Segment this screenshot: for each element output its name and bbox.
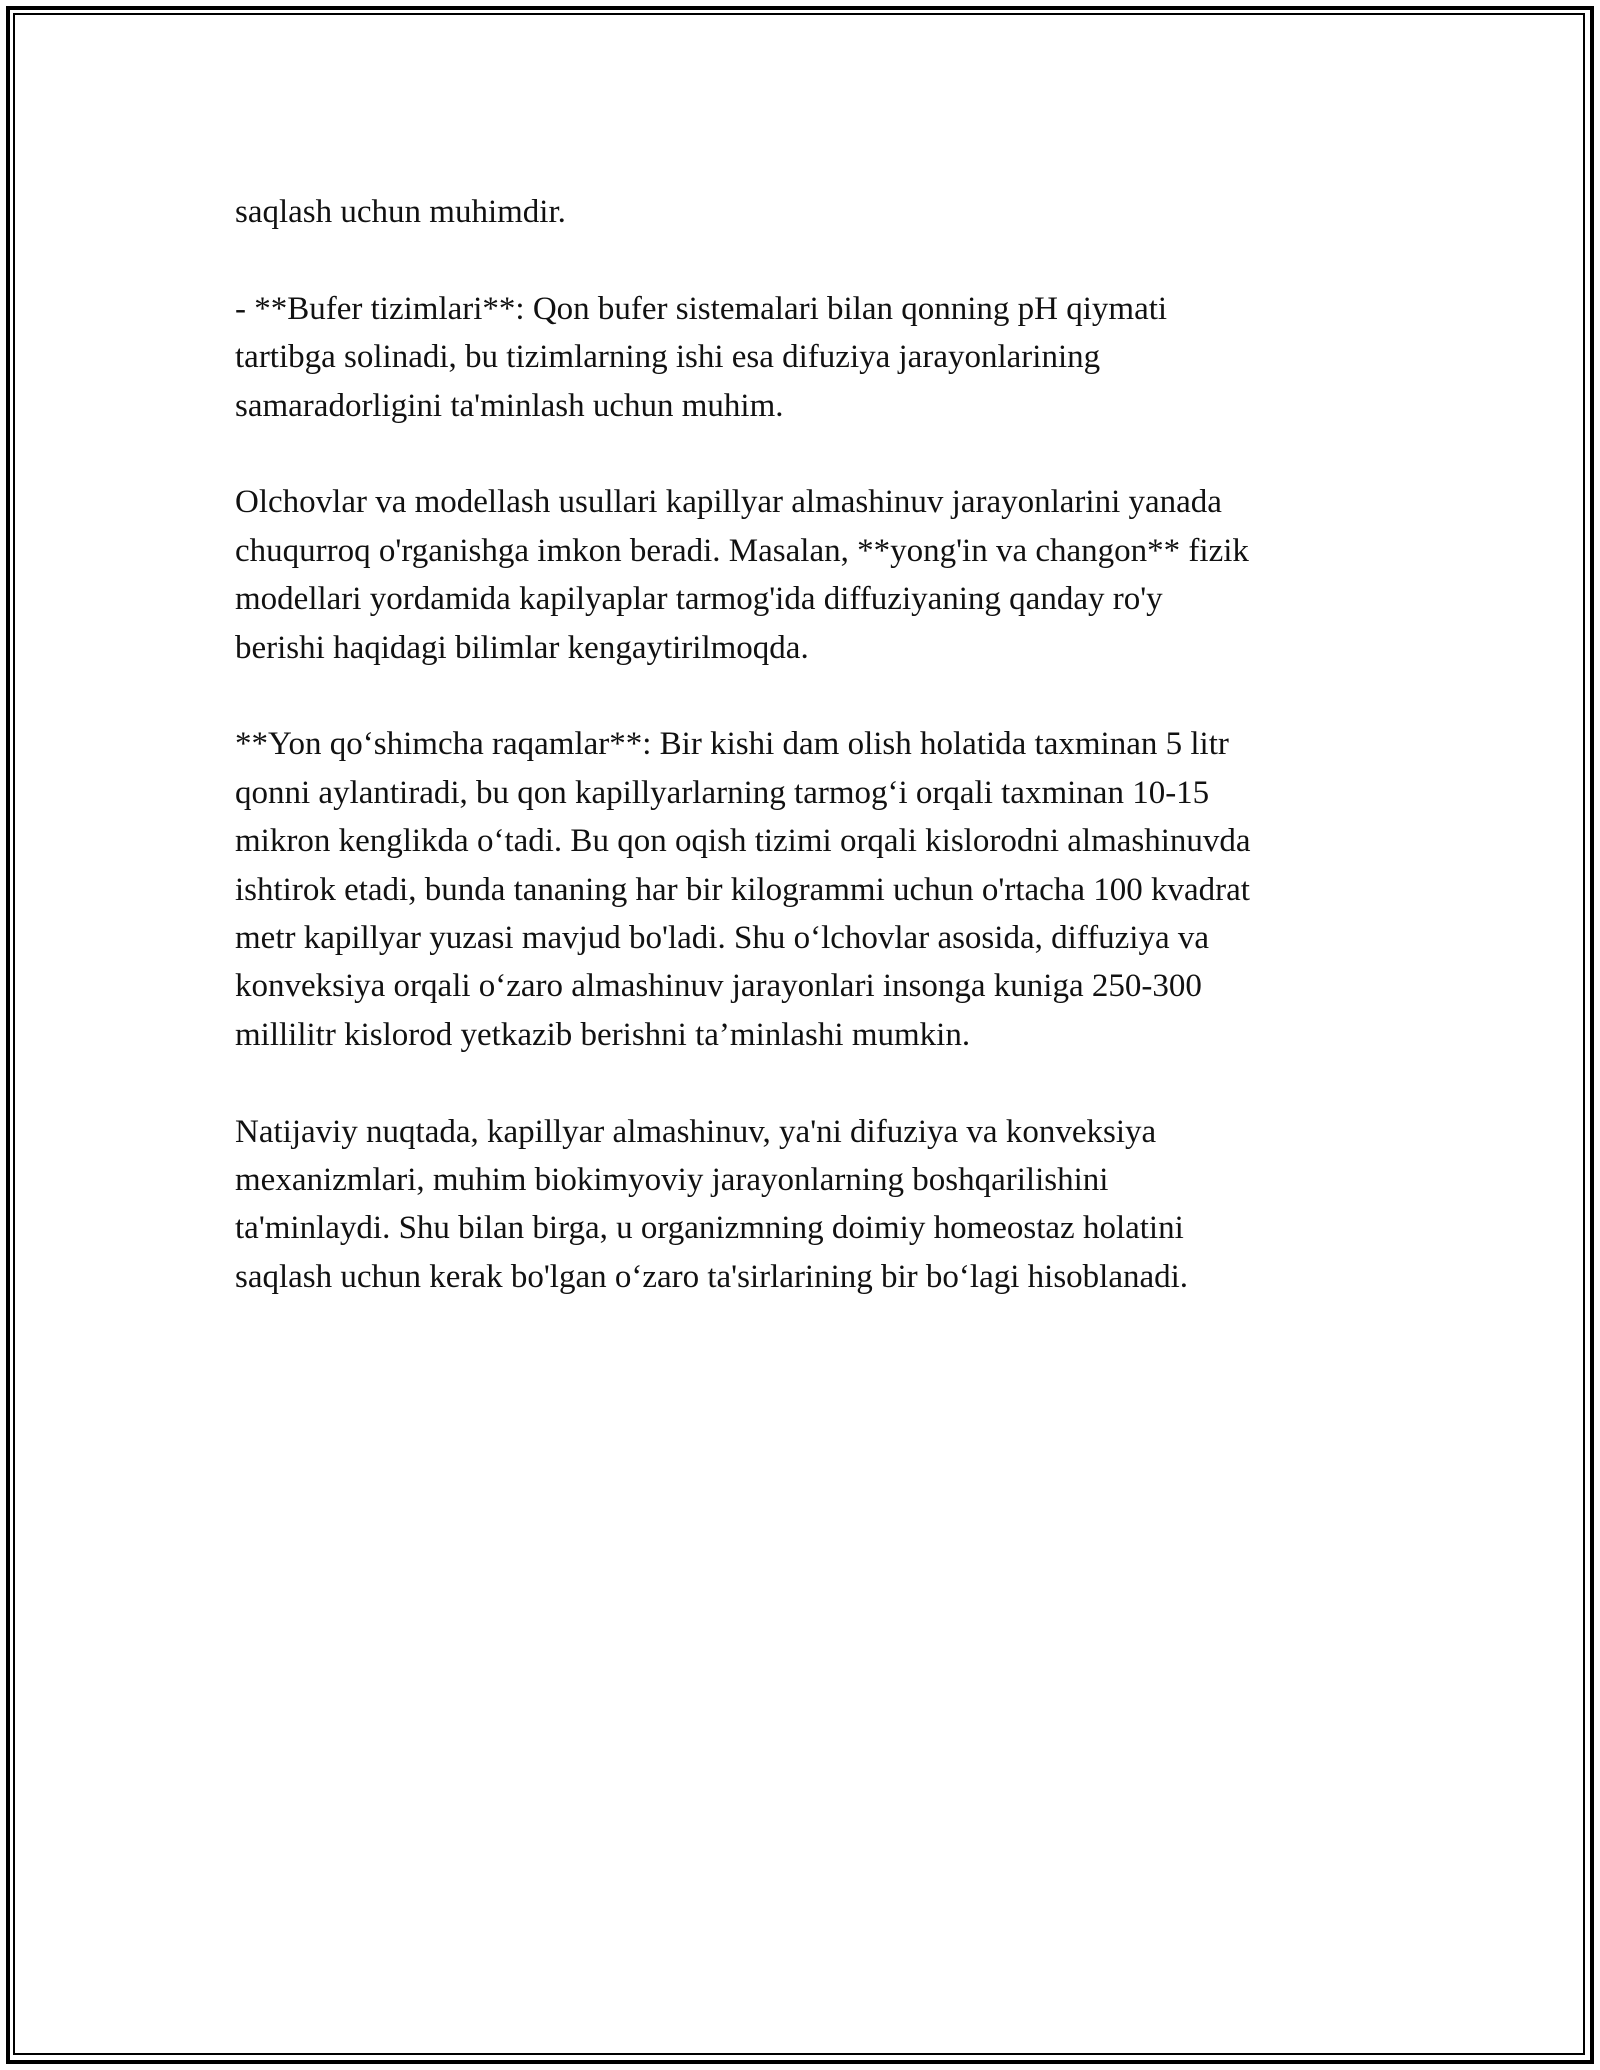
text-line: metr kapillyar yuzasi mavjud bo'ladi. Shu o‘lchovlar asosida, diffuziya va [235,920,1209,957]
text-line: - **Bufer tizimlari**: Qon bufer sistemalari bilan qonning pH qiymati [235,290,1168,327]
text-line: mikron kenglikda o‘tadi. Bu qon oqish tizimi orqali kislorodni almashinuvda [235,823,1251,860]
text-line: millilitr kislorod yetkazib berishni ta’minlashi mumkin. [235,1016,971,1053]
text-line: qonni aylantiradi, bu qon kapillyarlarning tarmog‘i orqali taxminan 10-15 [235,774,1210,811]
text-line: konveksiya orqali o‘zaro almashinuv jarayonlari insonga kuniga 250-300 [235,968,1202,1005]
paragraph-5 [235,1108,1375,1302]
text-line: **Yon qo‘shimcha raqamlar**: Bir kishi dam olish holatida taxminan 5 litr [235,726,1229,763]
text-line: saqlash uchun kerak bo'lgan o‘zaro ta'sirlarining bir bo‘lagi hisoblanadi. [235,1258,1189,1295]
text-line: chuqurroq o'rganishga imkon beradi. Masalan, **yong'in va changon** fizik [235,532,1249,569]
text-line: modellari yordamida kapilyaplar tarmog'ida diffuziyaning qanday ro'y [235,581,1163,618]
text-line: berishi haqidagi bilimlar kengaytirilmoqda. [235,629,809,666]
text-line: mexanizmlari, muhim biokimyoviy jarayonlarning boshqarilishini [235,1162,1109,1199]
text-line: saqlash uchun muhimdir. [235,194,566,230]
paragraph-3 [235,478,1375,672]
text-line: samaradorligini ta'minlash uchun muhim. [235,387,784,424]
text-line: Natijaviy nuqtada, kapillyar almashinuv, ya'ni difuziya va konveksiya [235,1113,1157,1150]
paragraph-2 [235,285,1375,430]
text-line: Olchovlar va modellash usullari kapillyar almashinuv jarayonlarini yanada [235,484,1222,521]
paragraph-4 [235,720,1375,1059]
text-line: ishtirok etadi, bunda tananing har bir kilogrammi uchun o'rtacha 100 kvadrat [235,871,1250,908]
paragraph-1 [235,188,1375,236]
text-line: tartibga solinadi, bu tizimlarning ishi esa difuziya jarayonlarining [235,339,1101,376]
document-body [235,188,1375,1350]
text-line: ta'minlaydi. Shu bilan birga, u organizmning doimiy homeostaz holatini [235,1210,1184,1247]
